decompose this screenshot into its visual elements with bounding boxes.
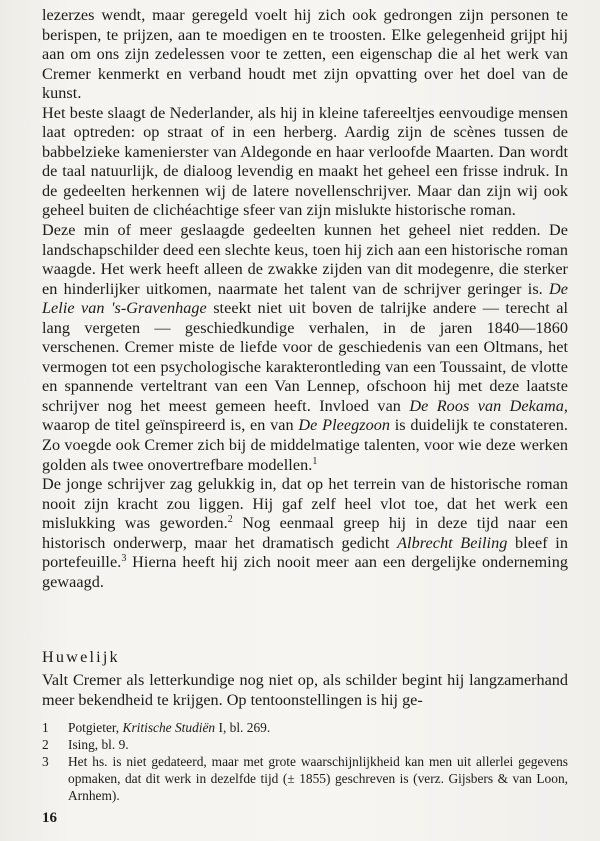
section-heading: Huwelijk bbox=[42, 648, 120, 666]
italic-title: De Pleegzoon bbox=[298, 416, 391, 435]
text-run: Het hs. is niet gedateerd, maar met grote waarschijnlijkheid kan men uit allerlei gegevens opmaken, dat dit werk in dezelfde tijd (± 1855) geschreven is (verz. Gijsbers & van Loon, Arnhem). bbox=[68, 754, 568, 803]
text-run: Potgieter, bbox=[68, 720, 123, 735]
text-run: Ising, bl. 9. bbox=[68, 737, 129, 752]
text-run: Hierna heeft hij zich nooit meer aan een dergelijke onderneming gewaagd. bbox=[42, 553, 568, 591]
italic-title: Albrecht Beiling bbox=[397, 533, 508, 552]
paragraph bbox=[42, 6, 568, 104]
section-paragraph: Valt Cremer als letterkundige nog niet op, als schilder begint hij langzamerhand meer bekendheid te krijgen. Op tentoonstellingen is hij ge- bbox=[42, 671, 568, 709]
text-run: I, bl. 269. bbox=[215, 720, 271, 735]
paragraph bbox=[42, 221, 568, 475]
paragraph bbox=[42, 104, 568, 221]
text-run: Deze min of meer geslaagde gedeelten kunnen het geheel niet redden. De landschapschilder deed een slechte keus, toen hij zich aan een historische roman waagde. Het werk heeft alleen de zwakke zijden van dit modegenre, die sterker en hinderlijker uitkomen, naarmate het talent van de schrijver geringer is. bbox=[42, 221, 568, 298]
footnote-number: 2 bbox=[42, 737, 49, 752]
text-run: bleef in portefeuille. bbox=[42, 533, 568, 572]
main-text bbox=[42, 6, 568, 592]
text-run: , waarop de titel geïnspireerd is, en van bbox=[42, 396, 568, 435]
footnote-text bbox=[68, 736, 568, 753]
footnote-number: 1 bbox=[42, 720, 49, 735]
text-run: Het beste slaagt de Nederlander, als hij in kleine tafereeltjes eenvoudige mensen laat optreden: op straat of in een herberg. Aardig zijn de scènes tussen de babbelzieke kamenierster van Aldegonde en haar verloofde Maarten. Dan wordt de taal natuurlijk, de dialoog levendig en maakt het geheel een frisse indruk. In de gedeelten herkennen wij de latere novellenschrijver. Maar dan zijn wij ook geheel buiten de clichéachtige sfeer van zijn mislukte historische roman. bbox=[42, 103, 568, 220]
footnote bbox=[42, 753, 568, 804]
text-run: De jonge schrijver zag gelukkig in, dat op het terrein van de historische roman nooit zijn kracht zou liggen. Hij gaf zelf heel vlot toe, dat het werk een mislukking was geworden. bbox=[42, 475, 568, 533]
italic-title: De Lelie van 's-Gravenhage bbox=[42, 279, 568, 318]
footnote-ref: 2 bbox=[227, 514, 233, 526]
text-run: is duidelijk te constateren. Zo voegde ook Cremer zich bij de middelmatige talenten, voor wie deze werken golden als twee onovertrefbare modellen. bbox=[42, 416, 569, 474]
footnote-number: 3 bbox=[42, 754, 49, 769]
paragraph bbox=[42, 475, 568, 592]
footnote bbox=[42, 736, 568, 753]
text-run: steekt niet uit boven de talrijke andere — terecht al lang vergeten — geschiedkundige verhalen, in de jaren 1840—1860 verschenen. Cremer miste de liefde voor de geschiedenis van een Oltmans, het vermogen tot een psychologische karakterontleding van een Toussaint, de vlotte en spannende verteltrant van een Van Lennep, ofschoon hij met deze laatste schrijver nog het meest gemeen heeft. Invloed van bbox=[42, 299, 568, 415]
italic-title: De Roos van Dekama bbox=[409, 396, 564, 415]
italic-title: Kritische Studiën bbox=[122, 720, 216, 735]
footnote-ref: 3 bbox=[121, 553, 127, 565]
section-text bbox=[42, 671, 568, 710]
footnote-text bbox=[68, 753, 568, 804]
text-run: Nog eenmaal greep hij in deze tijd naar een historisch onderwerp, maar het dramatisch gedicht bbox=[42, 514, 568, 552]
footnotes bbox=[42, 719, 568, 804]
footnote bbox=[42, 719, 568, 736]
footnote-ref: 1 bbox=[312, 455, 318, 467]
page-number: 16 bbox=[42, 810, 57, 826]
footnote-text bbox=[68, 719, 568, 736]
text-run: lezerzes wendt, maar geregeld voelt hij zich ook gedrongen zijn personen te berispen, te prijzen, aan te moedigen en te troosten. Elke gelegenheid grijpt hij aan om ons zijn zedelessen voor te zetten, een eigenschap die al het werk van Cremer kenmerkt en verband houdt met zijn opvatting over het doel van de kunst. bbox=[42, 6, 568, 103]
